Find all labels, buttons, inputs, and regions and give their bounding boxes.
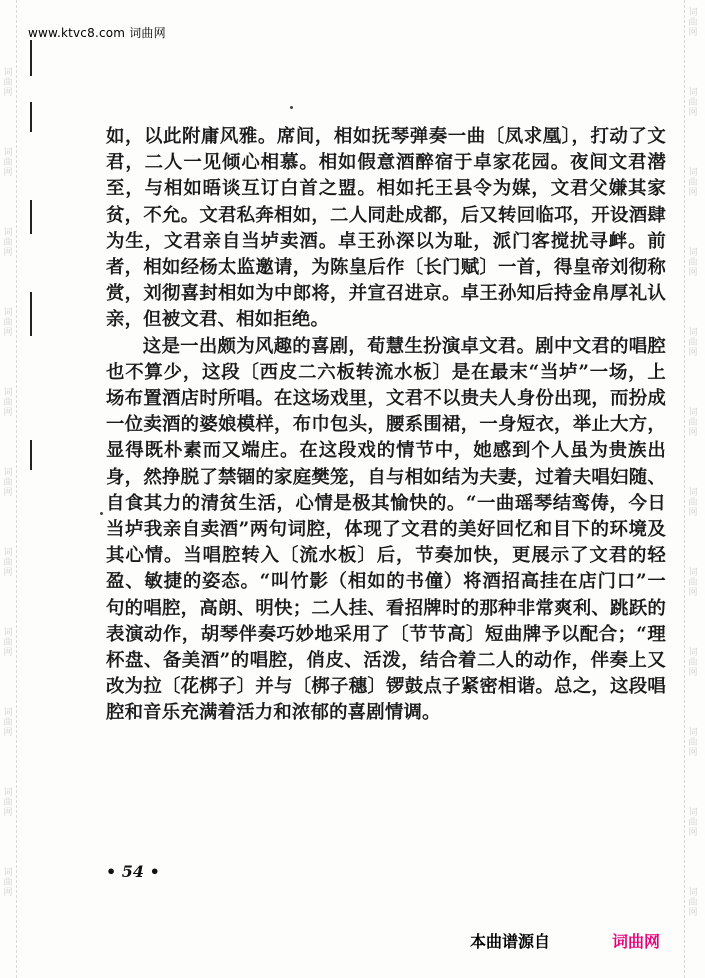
watermark-mark: 词曲网 [3,708,13,738]
binding-mark [30,102,32,132]
watermark-mark: 词曲网 [688,88,698,118]
watermark-mark: 词曲网 [688,568,698,598]
watermark-mark: 词曲网 [688,8,698,38]
watermark-mark: 词曲网 [688,648,698,678]
watermark-mark: 词曲网 [688,168,698,198]
page-number: • 54 • [106,862,160,881]
watermark-mark: 词曲网 [3,788,13,818]
watermark-mark: 词曲网 [3,68,13,98]
binding-mark [30,440,32,470]
watermark-mark: 词曲网 [3,468,13,498]
watermark-mark: 词曲网 [3,388,13,418]
watermark-mark: 词曲网 [3,548,13,578]
watermark-mark: 词曲网 [688,328,698,358]
site-url-header: www.ktvc8.com 词曲网 [28,26,166,40]
watermark-mark: 词曲网 [3,868,13,898]
watermark-mark: 词曲网 [3,308,13,338]
watermark-mark: 词曲网 [688,808,698,838]
watermark-mark: 词曲网 [688,488,698,518]
watermark-mark: 词曲网 [3,148,13,178]
paragraph: 这是一出颇为风趣的喜剧，荀慧生扮演卓文君。剧中文君的唱腔也不算少，这段〔西皮二六板转流水板〕是在最末“当垆”一场，上场布置酒店时所唱。在这场戏里，文君不以贵夫人身份出现，而扮成一位卖酒的婆娘模样，布巾包头，腰系围裙，一身短衣，举止大方，显得既朴素而又端庄。在这段戏的情节中，她感到个人虽为贵族出身，然挣脱了禁锢的家庭樊笼，自与相如结为夫妻，过着夫唱妇随、自食其力的清贫生活，心情是极其愉快的。“一曲瑶琴结鸾俦，今日当垆我亲自卖酒”两句词腔，体现了文君的美好回忆和目下的环境及其心情。当唱腔转入〔流水板〕后，节奏加快，更展示了文君的轻盈、敏捷的姿态。“叫竹影（相如的书僮）将酒招高挂在店门口”一句的唱腔，高朗、明快；二人挂、看招牌时的那种非常爽利、跳跃的表演动作，胡琴伴奏巧妙地采用了〔节节高〕短曲牌予以配合；“理杯盘、备美酒”的唱腔，俏皮、活泼，结合着二人的动作，伴奏上又改为拉〔花梆子〕并与〔梆子穗〕锣鼓点子紧密相谐。总之，这段唱腔和音乐充满着活力和浓郁的喜剧情调。 [106,335,666,724]
watermark-mark: 词曲网 [688,248,698,278]
right-watermark-rail [684,0,701,978]
binding-mark [30,200,32,234]
watermark-mark: 词曲网 [688,728,698,758]
article-body [106,124,666,727]
watermark-mark: 词曲网 [688,888,698,918]
footer-site-link[interactable]: 词曲网 [612,932,661,951]
watermark-mark: 词曲网 [3,228,13,258]
scan-speck [100,512,103,515]
paragraph: 如，以此附庸风雅。席间，相如抚琴弹奏一曲〔凤求凰〕，打动了文君，二人一见倾心相慕。相如假意酒醉宿于卓家花园。夜间文君潜至，与相如晤谈互订白首之盟。相如托王县令为媒，文君父嫌其家贫，不允。文君私奔相如，二人同赴成都，后又转回临邛，开设酒肆为生，文君亲自当垆卖酒。卓王孙深以为耻，派门客搅扰寻衅。前者，相如经杨太监邀请，为陈皇后作〔长门赋〕一首，得皇帝刘彻称赏，刘彻喜封相如为中郎将，并宣召进京。卓王孙知后持金帛厚礼认亲，但被文君、相如拒绝。 [106,126,666,331]
scan-speck [290,106,293,109]
binding-mark [30,40,32,76]
watermark-mark: 词曲网 [3,628,13,658]
watermark-mark: 词曲网 [688,408,698,438]
footer-source-label: 本曲谱源自 [470,932,551,951]
binding-mark [30,292,32,336]
left-watermark-rail [0,0,17,978]
